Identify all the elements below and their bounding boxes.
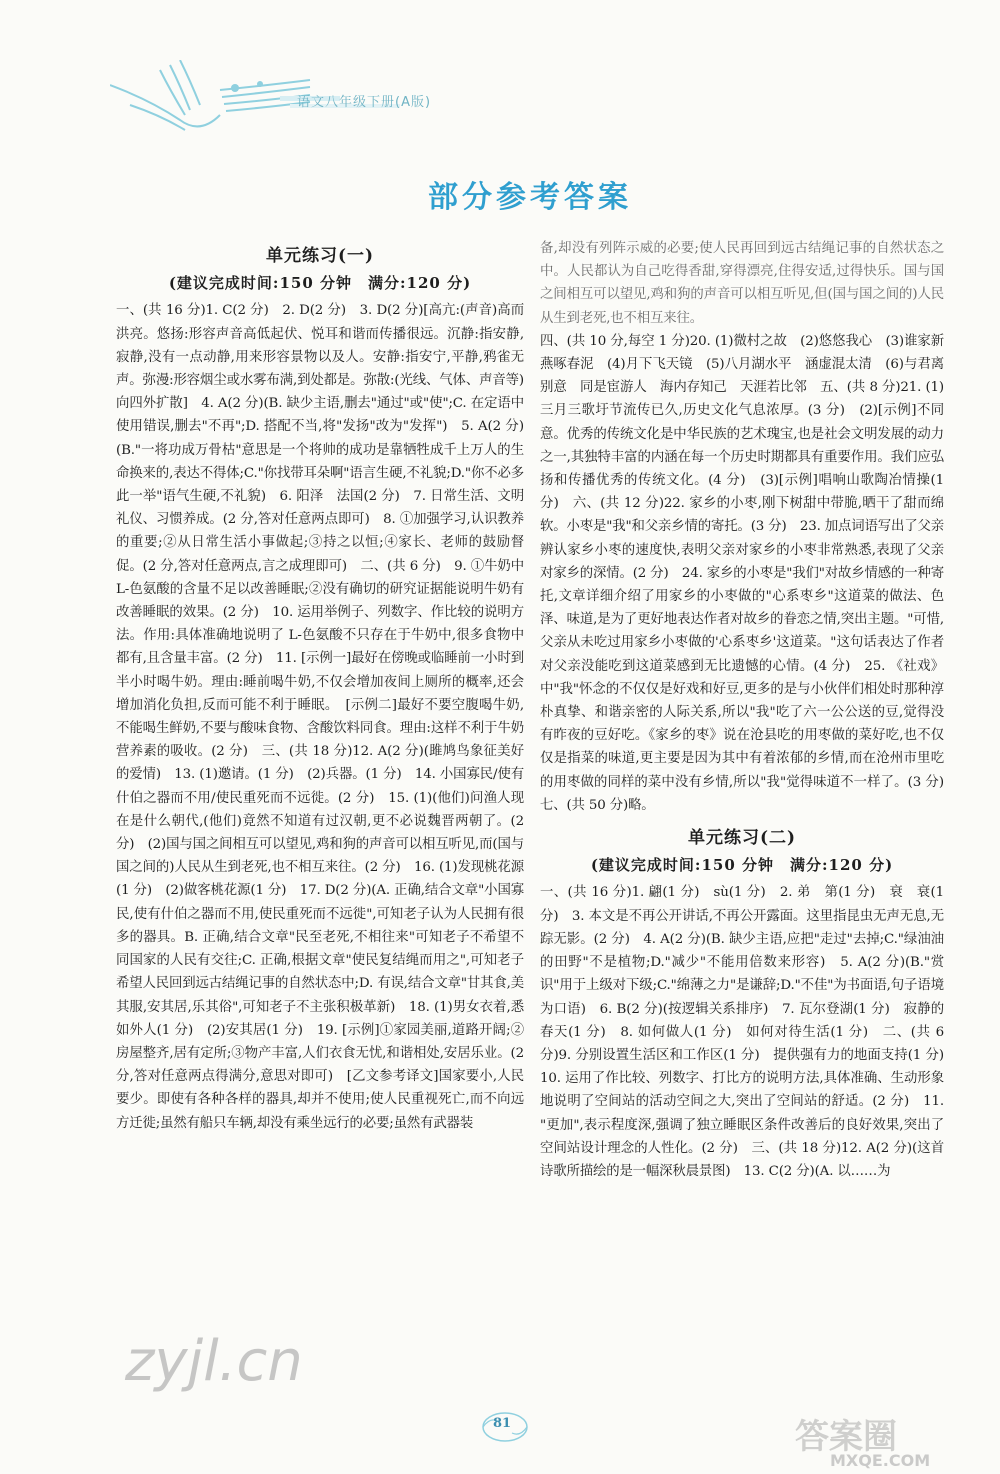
unit2-title: 单元练习(二) bbox=[687, 828, 797, 849]
unit2-answers: 一、(共 16 分)1. 翩(1 分) sù(1 分) 2. 弟 第(1 分) 衰 衰(1 分) 3. 本文是不再公开讲话,不再公开露面。这里指昆虫无声无息,无踪无影。(2 分) 4. A(2 分)(B. 缺少主语,应把"走过"去掉;C."绿油油的田野"不是植物;D."减少"不能用倍数来形容) 5. A(2 分)(B."赏识"用于上级对下级;C."绵薄之力"是谦辞;D."不佳"为书面语,句子语境为口语) 6. B(2 分)(按逻辑关系排序) 7. 瓦尔登湖(1 分) 寂静的春天(1 分) 8. 如何做人(1 分) 如何对待生活(1 分) 二、(共 6 分)9. 分别设置生活区和工作区(1 分) 提供强有力的地面支持(1 分) 10. 运用了作比较、列数字、打比方的说明方法,具体准确、生动形象地说明了空间站的活动空间之大,突出了空间站的舒适。(2 分) 11. "更加",表示程度深,强调了独立睡眠区条件改善后的良好效果,突出了空间站设计理念的人性化。(2 分) 三、(共 18 分)12. A(2 分)(这首诗歌所描绘的是一幅深秋晨景图) 13. C(2 分)(A. 以……为 bbox=[540, 885, 958, 1179]
left-column bbox=[116, 237, 524, 1135]
watermark-logo-left bbox=[120, 1300, 350, 1420]
book-music-icon bbox=[110, 60, 530, 170]
zyjl-watermark-icon bbox=[120, 1300, 350, 1420]
svg-text:MXQE.COM: MXQE.COM bbox=[830, 1451, 931, 1470]
mxqe-watermark-icon bbox=[790, 1410, 980, 1470]
page-title: 部分参考答案 bbox=[428, 180, 632, 215]
unit1-title: 单元练习(一) bbox=[265, 246, 375, 266]
watermark-logo-right bbox=[790, 1410, 980, 1470]
unit1-subtitle: (建议完成时间:150 分钟 满分:120 分) bbox=[168, 274, 472, 293]
right-column bbox=[540, 237, 958, 1183]
header-banner bbox=[110, 60, 530, 170]
unit1-answers-cont: 四、(共 10 分,每空 1 分)20. (1)微村之故 (2)悠悠我心 (3)谁家新燕啄春泥 (4)月下飞天镜 (5)八月湖水平 涵虚混太清 (6)与君离别意 同是宦游人 海内存知己 天涯若比邻 五、(共 8 分)21. (1)三月三歌圩节流传已久,历史文化气息浓厚。(3 分) (2)[示例]不同意。优秀的传统文化是中华民族的艺术瑰宝,也是社会文明发展的动力之一,其独特丰富的内涵在每一个历史时期都具有重要作用。我们应弘扬和传播优秀的传统文化。(4 分) (3)[示例]唱响山歌陶冶情操(1 分) 六、(共 12 分)22. 家乡的小枣,刚下树甜中带脆,晒干了甜而绵软。小枣是"我"和父亲乡情的寄托。(3 分) 23. 加点词语写出了父亲辨认家乡小枣的速度快,表明父亲对家乡的小枣非常熟悉,表现了父亲对家乡的深情。(2 分) 24. 家乡的小枣是"我们"对故乡情感的一种寄托,文章详细介绍了用家乡的小枣做的"心系枣乡"这道菜的做法、色泽、味道,是为了更好地表达作者对故乡的眷恋之情,突出主题。"可惜,父亲从未吃过用家乡小枣做的'心系枣乡'这道菜。"这句话表达了作者对父亲没能吃到这道菜感到无比遗憾的心情。(4 分) 25. 《社戏》中"我"怀念的不仅仅是好戏和好豆,更多的是与小伙伴们相处时那种淳朴真挚、和谐亲密的人际关系,所以"我"吃了六一公公送的豆,觉得没有昨夜的豆好吃。《家乡的枣》说在沧县吃的用枣做的菜好吃,也不仅仅是指菜的味道,更主要是因为其中有着浓郁的乡情,而在沧州市里吃的用枣做的同样的菜中没有乡情,所以"我"觉得味道不一样了。(3 分) 七、(共 50 分)略。 bbox=[540, 333, 958, 813]
svg-text:zyjl.cn: zyjl.cn bbox=[125, 1329, 303, 1394]
header-subtitle: 语文八年级下册(A版) bbox=[297, 95, 432, 110]
unit1-answers: 一、(共 16 分)1. C(2 分) 2. D(2 分) 3. D(2 分)[高亢:(声音)高而洪亮。悠扬:形容声音高低起伏、悦耳和谐而传播很远。沉静:指安静,寂静,没有一点动静,用来形容景物以及人。安静:指安宁,平静,鸦雀无声。弥漫:形容烟尘或水雾布满,到处都是。弥散:(光线、气体、声音等)向四外扩散] 4. A(2 分)(B. 缺少主语,删去"通过"或"使";C. 在定语中使用错误,删去"不再";D. 搭配不当,将"发扬"改为"发挥") 5. A(2 分)(B."一将功成万骨枯"意思是一个将帅的成功是靠牺牲成千上万人的生命换来的,表达不得体;C."你找带耳朵啊"语言生硬,不礼貌;D."你不必多此一举"语气生硬,不礼貌) 6. 阳泽 法国(2 分) 7. 日常生活、文明礼仪、习惯养成。(2 分,答对任意两点即可) 8. ①加强学习,认识教养的重要;②从日常生活小事做起;③持之以恒;④家长、老师的鼓励督促。(2 分,答对任意两点,言之成理即可) 二、(共 6 分) 9. ①牛奶中 L-色氨酸的含量不足以改善睡眠;②没有确切的研究证据能说明牛奶有改善睡眠的效果。(2 分) 10. 运用举例子、列数字、作比较的说明方法。作用:具体准确地说明了 L-色氨酸不只存在于牛奶中,很多食物中都有,且含量丰富。(2 分) 11. [示例一]最好在傍晚或临睡前一小时到半小时喝牛奶。理由:睡前喝牛奶,不仅会增加夜间上厕所的概率,还会增加消化负担,反而可能不利于睡眠。 [示例二]最好不要空腹喝牛奶,不能喝生鲜奶,不要与酸味食物、含酸饮料同食。理由:这样不利于牛奶营养素的吸收。(2 分) 三、(共 18 分)12. A(2 分)(雎鸠鸟象征美好的爱情) 13. (1)邀请。(1 分) (2)兵器。(1 分) 14. 小国寡民/使有什伯之器而不用/使民重死而不远徙。(2 分) 15. (1)(他们)问渔人现在是什么朝代,(他们)竟然不知道有过汉朝,更不必说魏晋两朝了。(2 分) (2)国与国之间相互可以望见,鸡和狗的声音可以相互听见,而(国与国之间的)人民从生到老死,也不相互来往。(2 分) 16. (1)发现桃花源(1 分) (2)做客桃花源(1 分) 17. D(2 分)(A. 正确,结合文章"小国寡民,使有什伯之器而不用,使民重死而不远徙",可知老子认为人民拥有很多的器具。B. 正确,结合文章"民至老死,不相往来"可知老子不希望不同国家的人民有交往;C. 正确,根据文章"使民复结绳而用之",可知老子希望人民回到远古结绳记事的自然状态中;D. 有误,结合文章"甘其食,美其服,安其居,乐其俗",可知老子不主张积极革新) 18. (1)男女衣着,悉如外人(1 分) (2)安其居(1 分) 19. [示例]①家园美丽,道路开阔;②房屋整齐,居有定所;③物产丰富,人们衣食无忧,和谐相处,安居乐业。(2 分,答对任意两点得满分,意思对即可) [乙文参考译文]国家要小,人民要少。即使有各种各样的器具,却并不使用;使人民重视死亡,而不向远方迁徙;虽然有船只车辆,却没有乘坐远行的必要;虽然有武器装 bbox=[116, 303, 525, 1131]
unit2-subtitle: (建议完成时间:150 分钟 满分:120 分) bbox=[590, 856, 894, 875]
svg-text:答案圈: 答案圈 bbox=[795, 1417, 897, 1457]
page-number: 81 bbox=[493, 1416, 512, 1431]
unit1-translation-cont: 备,却没有列阵示威的必要;使人民再回到远古结绳记事的自然状态之中。人民都认为自己吃得香甜,穿得漂亮,住得安适,过得快乐。国与国之间相互可以望见,鸡和狗的声音可以相互听见,但(国与国之间的)人民从生到老死,也不相互来往。 bbox=[540, 241, 944, 326]
